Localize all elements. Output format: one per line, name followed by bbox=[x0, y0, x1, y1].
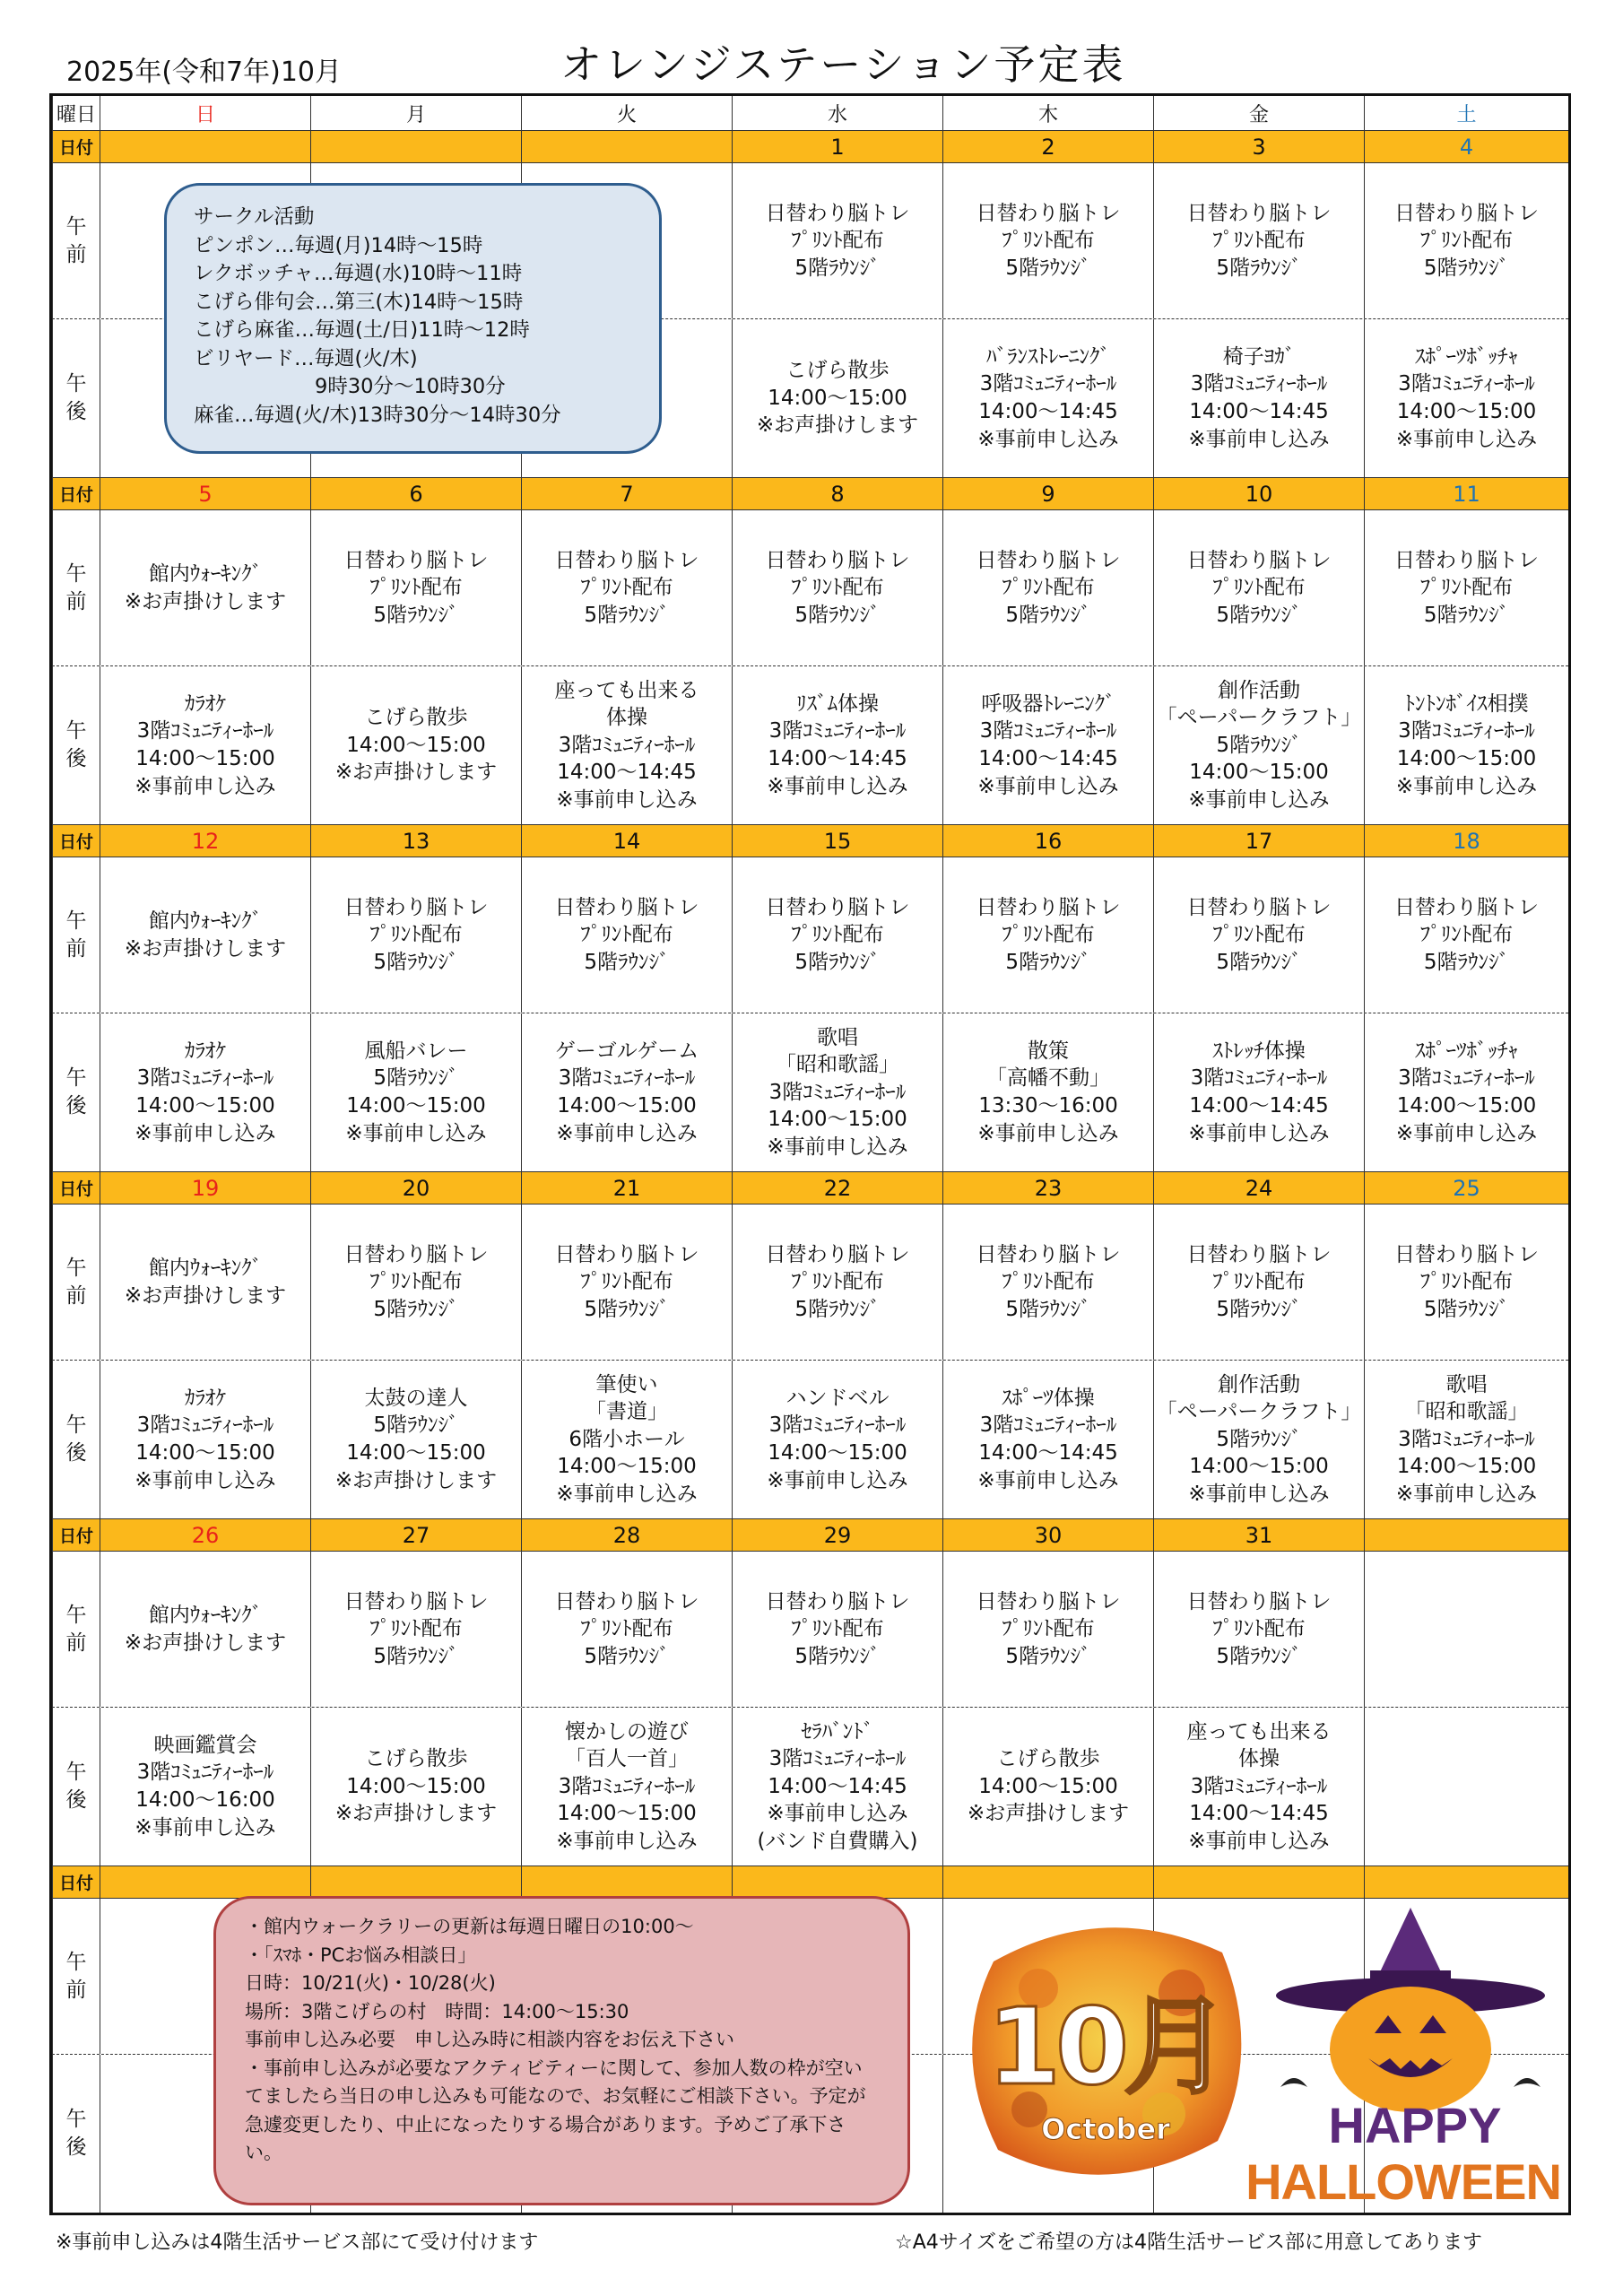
date-cell bbox=[521, 1866, 732, 1898]
schedule-cell-am: 日替わり脳トレ ﾌﾟﾘﾝﾄ配布 5階ﾗｳﾝｼﾞ bbox=[732, 857, 942, 1013]
schedule-cell-pm: 筆使い 「書道」 6階小ホール 14:00～15:00 ※事前申し込み bbox=[521, 1361, 732, 1518]
date-cell: 8 bbox=[732, 478, 942, 509]
date-cell: 17 bbox=[1153, 825, 1364, 857]
pm-row bbox=[52, 665, 1568, 824]
schedule-cell-pm: こげら散歩 14:00～15:00 ※お声掛けします bbox=[310, 1708, 521, 1866]
date-row-label: 日付 bbox=[52, 1519, 100, 1551]
date-cell: 27 bbox=[310, 1519, 521, 1551]
am-row bbox=[52, 1204, 1568, 1360]
am-row bbox=[52, 509, 1568, 665]
schedule-cell-pm: 歌唱 「昭和歌謡」 3階ｺﾐｭﾆﾃｨｰﾎｰﾙ 14:00～15:00 ※事前申し込み bbox=[1364, 1361, 1568, 1518]
date-cell: 31 bbox=[1153, 1519, 1364, 1551]
date-cell: 18 bbox=[1364, 825, 1568, 857]
weekday-header: 木 bbox=[942, 96, 1153, 130]
date-cell: 15 bbox=[732, 825, 942, 857]
schedule-cell-pm: 創作活動 「ペーパークラフト」 5階ﾗｳﾝｼﾞ 14:00～15:00 ※事前申し込み bbox=[1153, 666, 1364, 824]
weekday-header: 水 bbox=[732, 96, 942, 130]
date-cell: 24 bbox=[1153, 1172, 1364, 1204]
schedule-cell-am: 日替わり脳トレ ﾌﾟﾘﾝﾄ配布 5階ﾗｳﾝｼﾞ bbox=[1364, 857, 1568, 1013]
schedule-cell-am: 日替わり脳トレ ﾌﾟﾘﾝﾄ配布 5階ﾗｳﾝｼﾞ bbox=[1153, 163, 1364, 318]
am-label: 午 前 bbox=[52, 1552, 100, 1707]
schedule-cell-pm: ｽﾎﾟｰﾂ体操 3階ｺﾐｭﾆﾃｨｰﾎｰﾙ 14:00～14:45 ※事前申し込み bbox=[942, 1361, 1153, 1518]
schedule-cell-am: 日替わり脳トレ ﾌﾟﾘﾝﾄ配布 5階ﾗｳﾝｼﾞ bbox=[732, 1552, 942, 1707]
schedule-cell-am: 日替わり脳トレ ﾌﾟﾘﾝﾄ配布 5階ﾗｳﾝｼﾞ bbox=[310, 1205, 521, 1360]
pm-row bbox=[52, 1360, 1568, 1518]
date-row-label: 日付 bbox=[52, 1172, 100, 1204]
schedule-cell-am: 日替わり脳トレ ﾌﾟﾘﾝﾄ配布 5階ﾗｳﾝｼﾞ bbox=[732, 510, 942, 665]
date-cell: 11 bbox=[1364, 478, 1568, 509]
schedule-cell-pm: ｽﾄﾚｯﾁ体操 3階ｺﾐｭﾆﾃｨｰﾎｰﾙ 14:00～14:45 ※事前申し込み bbox=[1153, 1013, 1364, 1171]
circle-activities-box: サークル活動 ピンポン…毎週(月)14時～15時 レクボッチャ…毎週(水)10時～11時 こげら俳句会…第三(木)14時～15時 こげら麻雀…毎週(土/日)11時～12時 ビリヤード…毎週(火/木) 9時30分～10時30分 麻雀…毎週(火/木)13時30分～14時30分 bbox=[164, 183, 662, 454]
year-month-label: 2025年(令和7年)10月 bbox=[66, 57, 343, 88]
schedule-cell-am: 日替わり脳トレ ﾌﾟﾘﾝﾄ配布 5階ﾗｳﾝｼﾞ bbox=[942, 1205, 1153, 1360]
date-cell: 4 bbox=[1364, 131, 1568, 162]
schedule-cell-am: 日替わり脳トレ ﾌﾟﾘﾝﾄ配布 5階ﾗｳﾝｼﾞ bbox=[732, 163, 942, 318]
date-cell: 22 bbox=[732, 1172, 942, 1204]
schedule-cell-pm: 風船バレー 5階ﾗｳﾝｼﾞ 14:00～15:00 ※事前申し込み bbox=[310, 1013, 521, 1171]
date-cell: 14 bbox=[521, 825, 732, 857]
pm-row bbox=[52, 1707, 1568, 1866]
date-cell bbox=[942, 1866, 1153, 1898]
pumpkin-icon bbox=[1263, 1908, 1558, 2118]
month-badge-text: 10月 bbox=[986, 1985, 1225, 2109]
halloween-happy-text: HAPPY bbox=[1328, 2097, 1502, 2153]
date-cell: 30 bbox=[942, 1519, 1153, 1551]
pm-label: 午 後 bbox=[52, 2055, 100, 2213]
notice-box: ・館内ウォークラリーの更新は毎週日曜日の10:00～ ・「ｽﾏﾎ・PCお悩み相談日」 日時：10/21(火)・10/28(火) 場所：3階こげらの村 時間：14:00～15:30 事前申し込み必要 申し込み時に相談内容をお伝え下さい ・事前申し込みが必要なアクティビティーに関して、参加人数の枠が空いてましたら当日の申し込みも可能なので、お気軽にご相談下さい。予定が急遽変更したり、中止になったりする場合があります。予めご了承下さい。 bbox=[213, 1896, 910, 2205]
am-label: 午 前 bbox=[52, 510, 100, 665]
date-row bbox=[52, 824, 1568, 857]
weekday-header: 火 bbox=[521, 96, 732, 130]
schedule-cell-pm: こげら散歩 14:00～15:00 ※お声掛けします bbox=[310, 666, 521, 824]
schedule-cell-am: 日替わり脳トレ ﾌﾟﾘﾝﾄ配布 5階ﾗｳﾝｼﾞ bbox=[1153, 857, 1364, 1013]
date-cell: 28 bbox=[521, 1519, 732, 1551]
halloween-text: HALLOWEEN bbox=[1245, 2153, 1561, 2210]
weekday-header: 日 bbox=[100, 96, 310, 130]
schedule-cell-pm: 散策 「高幡不動」 13:30～16:00 ※事前申し込み bbox=[942, 1013, 1153, 1171]
date-cell bbox=[1153, 1866, 1364, 1898]
schedule-cell-pm: ｶﾗｵｹ 3階ｺﾐｭﾆﾃｨｰﾎｰﾙ 14:00～15:00 ※事前申し込み bbox=[100, 666, 310, 824]
pm-label: 午 後 bbox=[52, 1013, 100, 1171]
page-title: オレンジステーション予定表 bbox=[560, 40, 1126, 89]
am-label: 午 前 bbox=[52, 1205, 100, 1360]
calendar-table bbox=[49, 93, 1571, 2215]
date-cell: 10 bbox=[1153, 478, 1364, 509]
weekday-header: 土 bbox=[1364, 96, 1568, 130]
schedule-cell-am: 日替わり脳トレ ﾌﾟﾘﾝﾄ配布 5階ﾗｳﾝｼﾞ bbox=[1364, 1205, 1568, 1360]
date-row-label: 日付 bbox=[52, 478, 100, 509]
am-row bbox=[52, 857, 1568, 1013]
schedule-cell-am: 日替わり脳トレ ﾌﾟﾘﾝﾄ配布 5階ﾗｳﾝｼﾞ bbox=[1153, 1552, 1364, 1707]
schedule-cell-am: 館内ｳｫｰｷﾝｸﾞ ※お声掛けします bbox=[100, 510, 310, 665]
schedule-cell-am: 日替わり脳トレ ﾌﾟﾘﾝﾄ配布 5階ﾗｳﾝｼﾞ bbox=[942, 510, 1153, 665]
pm-label: 午 後 bbox=[52, 1361, 100, 1518]
date-cell bbox=[521, 131, 732, 162]
schedule-cell-pm: 座っても出来る 体操 3階ｺﾐｭﾆﾃｨｰﾎｰﾙ 14:00～14:45 ※事前申し込み bbox=[521, 666, 732, 824]
date-cell bbox=[1364, 1866, 1568, 1898]
date-cell: 6 bbox=[310, 478, 521, 509]
weekday-header: 月 bbox=[310, 96, 521, 130]
date-cell: 26 bbox=[100, 1519, 310, 1551]
month-english-text: October bbox=[1041, 2112, 1170, 2146]
schedule-cell-pm: ﾘｽﾞﾑ体操 3階ｺﾐｭﾆﾃｨｰﾎｰﾙ 14:00～14:45 ※事前申し込み bbox=[732, 666, 942, 824]
schedule-cell-am: 日替わり脳トレ ﾌﾟﾘﾝﾄ配布 5階ﾗｳﾝｼﾞ bbox=[942, 1552, 1153, 1707]
schedule-cell-am: 日替わり脳トレ ﾌﾟﾘﾝﾄ配布 5階ﾗｳﾝｼﾞ bbox=[521, 1552, 732, 1707]
date-cell: 21 bbox=[521, 1172, 732, 1204]
date-cell bbox=[732, 1866, 942, 1898]
schedule-cell-pm: 懐かしの遊び 「百人一首」 3階ｺﾐｭﾆﾃｨｰﾎｰﾙ 14:00～15:00 ※事前申し込み bbox=[521, 1708, 732, 1866]
schedule-cell-pm: 創作活動 「ペーパークラフト」 5階ﾗｳﾝｼﾞ 14:00～15:00 ※事前申し込み bbox=[1153, 1361, 1364, 1518]
schedule-cell-pm: 呼吸器ﾄﾚｰﾆﾝｸﾞ 3階ｺﾐｭﾆﾃｨｰﾎｰﾙ 14:00～14:45 ※事前申し込み bbox=[942, 666, 1153, 824]
am-label: 午 前 bbox=[52, 163, 100, 318]
schedule-cell-am: 日替わり脳トレ ﾌﾟﾘﾝﾄ配布 5階ﾗｳﾝｼﾞ bbox=[942, 163, 1153, 318]
schedule-cell-am: 日替わり脳トレ ﾌﾟﾘﾝﾄ配布 5階ﾗｳﾝｼﾞ bbox=[1364, 510, 1568, 665]
schedule-cell-pm: ｽﾎﾟｰﾂﾎﾞｯﾁｬ 3階ｺﾐｭﾆﾃｨｰﾎｰﾙ 14:00～15:00 ※事前申し込み bbox=[1364, 319, 1568, 477]
schedule-cell-pm: 映画鑑賞会 3階ｺﾐｭﾆﾃｨｰﾎｰﾙ 14:00～16:00 ※事前申し込み bbox=[100, 1708, 310, 1866]
pm-label: 午 後 bbox=[52, 666, 100, 824]
schedule-cell-pm: こげら散歩 14:00～15:00 ※お声掛けします bbox=[732, 319, 942, 477]
schedule-cell-pm: ｾﾗﾊﾞﾝﾄﾞ 3階ｺﾐｭﾆﾃｨｰﾎｰﾙ 14:00～14:45 ※事前申し込み (バンド自費購入) bbox=[732, 1708, 942, 1866]
date-row-label: 日付 bbox=[52, 825, 100, 857]
date-row bbox=[52, 130, 1568, 162]
date-cell: 23 bbox=[942, 1172, 1153, 1204]
schedule-cell-am: 日替わり脳トレ ﾌﾟﾘﾝﾄ配布 5階ﾗｳﾝｼﾞ bbox=[521, 857, 732, 1013]
schedule-cell-am: 館内ｳｫｰｷﾝｸﾞ ※お声掛けします bbox=[100, 1552, 310, 1707]
schedule-cell-am: 日替わり脳トレ ﾌﾟﾘﾝﾄ配布 5階ﾗｳﾝｼﾞ bbox=[1153, 510, 1364, 665]
date-cell bbox=[310, 1866, 521, 1898]
schedule-cell-am: 日替わり脳トレ ﾌﾟﾘﾝﾄ配布 5階ﾗｳﾝｼﾞ bbox=[521, 510, 732, 665]
schedule-cell-am bbox=[1364, 1552, 1568, 1707]
schedule-cell-pm: 歌唱 「昭和歌謡」 3階ｺﾐｭﾆﾃｨｰﾎｰﾙ 14:00～15:00 ※事前申し込み bbox=[732, 1013, 942, 1171]
date-cell bbox=[100, 131, 310, 162]
date-cell: 7 bbox=[521, 478, 732, 509]
date-cell: 5 bbox=[100, 478, 310, 509]
date-cell: 29 bbox=[732, 1519, 942, 1551]
date-cell bbox=[100, 1866, 310, 1898]
footer-note-left: ※事前申し込みは4階生活サービス部にて受け付けます bbox=[56, 2231, 539, 2254]
date-row bbox=[52, 1518, 1568, 1551]
pm-row bbox=[52, 1013, 1568, 1171]
date-row-label: 日付 bbox=[52, 131, 100, 162]
weekday-label: 曜日 bbox=[52, 96, 100, 130]
date-cell: 3 bbox=[1153, 131, 1364, 162]
am-label: 午 前 bbox=[52, 857, 100, 1013]
footer-note-right: ☆A4サイズをご希望の方は4階生活サービス部に用意してあります bbox=[895, 2231, 1483, 2254]
schedule-cell-am: 館内ｳｫｰｷﾝｸﾞ ※お声掛けします bbox=[100, 1205, 310, 1360]
schedule-cell-pm: ﾊﾞﾗﾝｽﾄﾚｰﾆﾝｸﾞ 3階ｺﾐｭﾆﾃｨｰﾎｰﾙ 14:00～14:45 ※事前申し込み bbox=[942, 319, 1153, 477]
schedule-cell-am: 日替わり脳トレ ﾌﾟﾘﾝﾄ配布 5階ﾗｳﾝｼﾞ bbox=[732, 1205, 942, 1360]
schedule-cell-am: 日替わり脳トレ ﾌﾟﾘﾝﾄ配布 5階ﾗｳﾝｼﾞ bbox=[310, 857, 521, 1013]
schedule-cell-am: 館内ｳｫｰｷﾝｸﾞ ※お声掛けします bbox=[100, 857, 310, 1013]
date-cell: 2 bbox=[942, 131, 1153, 162]
date-cell: 16 bbox=[942, 825, 1153, 857]
schedule-cell-pm: こげら散歩 14:00～15:00 ※お声掛けします bbox=[942, 1708, 1153, 1866]
date-cell bbox=[1364, 1519, 1568, 1551]
schedule-cell-pm bbox=[1364, 1708, 1568, 1866]
date-cell bbox=[310, 131, 521, 162]
schedule-cell-pm: ｽﾎﾟｰﾂﾎﾞｯﾁｬ 3階ｺﾐｭﾆﾃｨｰﾎｰﾙ 14:00～15:00 ※事前申し込み bbox=[1364, 1013, 1568, 1171]
date-cell: 1 bbox=[732, 131, 942, 162]
schedule-cell-pm: ｶﾗｵｹ 3階ｺﾐｭﾆﾃｨｰﾎｰﾙ 14:00～15:00 ※事前申し込み bbox=[100, 1013, 310, 1171]
schedule-cell-pm: 座っても出来る 体操 3階ｺﾐｭﾆﾃｨｰﾎｰﾙ 14:00～14:45 ※事前申し込み bbox=[1153, 1708, 1364, 1866]
weekday-header: 金 bbox=[1153, 96, 1364, 130]
date-cell: 13 bbox=[310, 825, 521, 857]
pm-label: 午 後 bbox=[52, 319, 100, 477]
schedule-cell-pm: 太鼓の達人 5階ﾗｳﾝｼﾞ 14:00～15:00 ※お声掛けします bbox=[310, 1361, 521, 1518]
am-row bbox=[52, 1551, 1568, 1707]
schedule-cell-am: 日替わり脳トレ ﾌﾟﾘﾝﾄ配布 5階ﾗｳﾝｼﾞ bbox=[310, 510, 521, 665]
weekday-header-row bbox=[52, 96, 1568, 130]
date-cell: 9 bbox=[942, 478, 1153, 509]
schedule-cell-am: 日替わり脳トレ ﾌﾟﾘﾝﾄ配布 5階ﾗｳﾝｼﾞ bbox=[1364, 163, 1568, 318]
schedule-cell-pm: ﾄﾝﾄﾝﾎﾞｲｽ相撲 3階ｺﾐｭﾆﾃｨｰﾎｰﾙ 14:00～15:00 ※事前申し込み bbox=[1364, 666, 1568, 824]
date-cell: 25 bbox=[1364, 1172, 1568, 1204]
schedule-cell-pm: ｶﾗｵｹ 3階ｺﾐｭﾆﾃｨｰﾎｰﾙ 14:00～15:00 ※事前申し込み bbox=[100, 1361, 310, 1518]
schedule-cell-am: 日替わり脳トレ ﾌﾟﾘﾝﾄ配布 5階ﾗｳﾝｼﾞ bbox=[942, 857, 1153, 1013]
schedule-cell-pm: ハンドベル 3階ｺﾐｭﾆﾃｨｰﾎｰﾙ 14:00～15:00 ※事前申し込み bbox=[732, 1361, 942, 1518]
date-row-label: 日付 bbox=[52, 1866, 100, 1898]
am-label: 午 前 bbox=[52, 1899, 100, 2054]
schedule-cell-pm: ゲーゴルゲーム 3階ｺﾐｭﾆﾃｨｰﾎｰﾙ 14:00～15:00 ※事前申し込み bbox=[521, 1013, 732, 1171]
date-row bbox=[52, 1171, 1568, 1204]
schedule-cell-am: 日替わり脳トレ ﾌﾟﾘﾝﾄ配布 5階ﾗｳﾝｼﾞ bbox=[310, 1552, 521, 1707]
schedule-cell-am: 日替わり脳トレ ﾌﾟﾘﾝﾄ配布 5階ﾗｳﾝｼﾞ bbox=[1153, 1205, 1364, 1360]
date-cell: 20 bbox=[310, 1172, 521, 1204]
schedule-cell-am: 日替わり脳トレ ﾌﾟﾘﾝﾄ配布 5階ﾗｳﾝｼﾞ bbox=[521, 1205, 732, 1360]
pm-label: 午 後 bbox=[52, 1708, 100, 1866]
date-row bbox=[52, 1866, 1568, 1898]
date-cell: 19 bbox=[100, 1172, 310, 1204]
date-row bbox=[52, 477, 1568, 509]
date-cell: 12 bbox=[100, 825, 310, 857]
schedule-cell-pm: 椅子ﾖｶﾞ 3階ｺﾐｭﾆﾃｨｰﾎｰﾙ 14:00～14:45 ※事前申し込み bbox=[1153, 319, 1364, 477]
